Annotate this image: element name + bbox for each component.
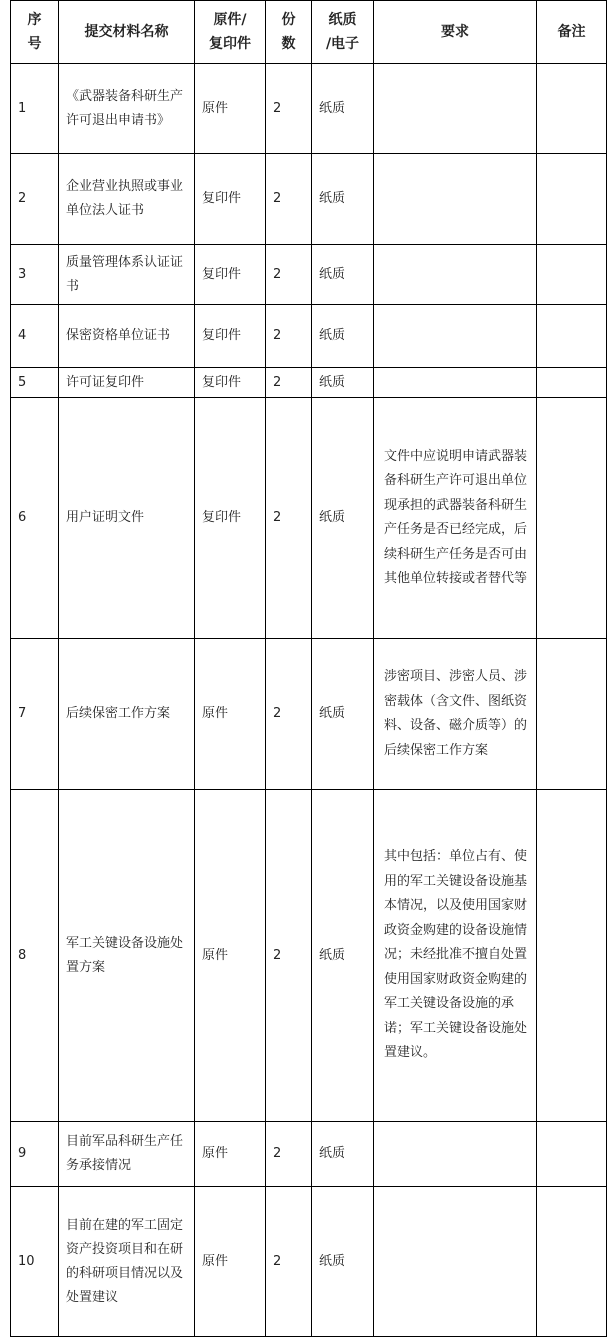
row-copy-type: 复印件 <box>195 245 266 305</box>
row-index: 5 <box>11 368 59 398</box>
row-requirement <box>374 154 537 245</box>
row-name: 目前军品科研生产任务承接情况 <box>59 1122 195 1187</box>
row-index: 1 <box>11 64 59 154</box>
row-copy-type: 复印件 <box>195 368 266 398</box>
row-index: 4 <box>11 305 59 368</box>
row-medium: 纸质 <box>312 790 374 1122</box>
row-copies: 2 <box>266 154 312 245</box>
row-remarks <box>537 398 607 639</box>
row-index: 9 <box>11 1122 59 1187</box>
row-requirement: 文件中应说明申请武器装备科研生产许可退出单位现承担的武器装备科研生产任务是否已经完成，后续科研生产任务是否可由其他单位转接或者替代等 <box>374 398 537 639</box>
row-remarks <box>537 368 607 398</box>
row-copies: 2 <box>266 1122 312 1187</box>
row-name: 许可证复印件 <box>59 368 195 398</box>
row-index: 8 <box>11 790 59 1122</box>
row-medium: 纸质 <box>312 1122 374 1187</box>
row-copies: 2 <box>266 1187 312 1337</box>
table-row <box>11 1122 607 1187</box>
row-copy-type: 原件 <box>195 64 266 154</box>
row-copy-type: 原件 <box>195 1187 266 1337</box>
row-copies: 2 <box>266 790 312 1122</box>
row-requirement <box>374 1122 537 1187</box>
row-index: 3 <box>11 245 59 305</box>
row-remarks <box>537 245 607 305</box>
row-medium: 纸质 <box>312 639 374 790</box>
row-copies: 2 <box>266 64 312 154</box>
row-copy-type: 原件 <box>195 639 266 790</box>
row-requirement: 涉密项目、涉密人员、涉密载体（含文件、图纸资料、设备、磁介质等）的后续保密工作方案 <box>374 639 537 790</box>
row-copy-type: 复印件 <box>195 154 266 245</box>
table-row <box>11 1187 607 1337</box>
row-requirement <box>374 1187 537 1337</box>
header-row <box>11 1 607 64</box>
row-copy-type: 复印件 <box>195 398 266 639</box>
row-remarks <box>537 1187 607 1337</box>
header-remarks: 备注 <box>537 1 607 64</box>
row-remarks <box>537 305 607 368</box>
table-row <box>11 154 607 245</box>
row-name: 军工关键设备设施处置方案 <box>59 790 195 1122</box>
row-remarks <box>537 790 607 1122</box>
row-requirement <box>374 305 537 368</box>
header-requirement: 要求 <box>374 1 537 64</box>
table-row <box>11 368 607 398</box>
row-index: 10 <box>11 1187 59 1337</box>
row-requirement <box>374 245 537 305</box>
row-medium: 纸质 <box>312 1187 374 1337</box>
header-index: 序 号 <box>11 1 59 64</box>
row-copy-type: 原件 <box>195 790 266 1122</box>
table-row <box>11 398 607 639</box>
row-requirement: 其中包括：单位占有、使用的军工关键设备设施基本情况，以及使用国家财政资金购建的设备设施情况；未经批准不擅自处置使用国家财政资金购建的军工关键设备设施的承诺；军工关键设备设施处置建议。 <box>374 790 537 1122</box>
header-copy-type: 原件/ 复印件 <box>195 1 266 64</box>
row-copies: 2 <box>266 368 312 398</box>
row-copies: 2 <box>266 245 312 305</box>
row-name: 保密资格单位证书 <box>59 305 195 368</box>
header-copies: 份 数 <box>266 1 312 64</box>
table-row <box>11 639 607 790</box>
row-name: 企业营业执照或事业单位法人证书 <box>59 154 195 245</box>
row-copies: 2 <box>266 639 312 790</box>
row-name: 《武器装备科研生产许可退出申请书》 <box>59 64 195 154</box>
row-remarks <box>537 64 607 154</box>
row-copy-type: 复印件 <box>195 305 266 368</box>
header-medium: 纸质 /电子 <box>312 1 374 64</box>
row-name: 后续保密工作方案 <box>59 639 195 790</box>
row-remarks <box>537 154 607 245</box>
row-copy-type: 原件 <box>195 1122 266 1187</box>
row-name: 目前在建的军工固定资产投资项目和在研的科研项目情况以及处置建议 <box>59 1187 195 1337</box>
row-remarks <box>537 639 607 790</box>
row-medium: 纸质 <box>312 305 374 368</box>
row-copies: 2 <box>266 398 312 639</box>
row-medium: 纸质 <box>312 368 374 398</box>
row-index: 6 <box>11 398 59 639</box>
row-name: 质量管理体系认证证书 <box>59 245 195 305</box>
table-row <box>11 64 607 154</box>
row-medium: 纸质 <box>312 398 374 639</box>
table-row <box>11 790 607 1122</box>
row-copies: 2 <box>266 305 312 368</box>
row-name: 用户证明文件 <box>59 398 195 639</box>
row-requirement <box>374 64 537 154</box>
row-index: 7 <box>11 639 59 790</box>
row-requirement <box>374 368 537 398</box>
row-index: 2 <box>11 154 59 245</box>
materials-table <box>10 0 607 1337</box>
table-row <box>11 305 607 368</box>
row-remarks <box>537 1122 607 1187</box>
row-medium: 纸质 <box>312 64 374 154</box>
table-row <box>11 245 607 305</box>
header-name: 提交材料名称 <box>59 1 195 64</box>
row-medium: 纸质 <box>312 154 374 245</box>
row-medium: 纸质 <box>312 245 374 305</box>
